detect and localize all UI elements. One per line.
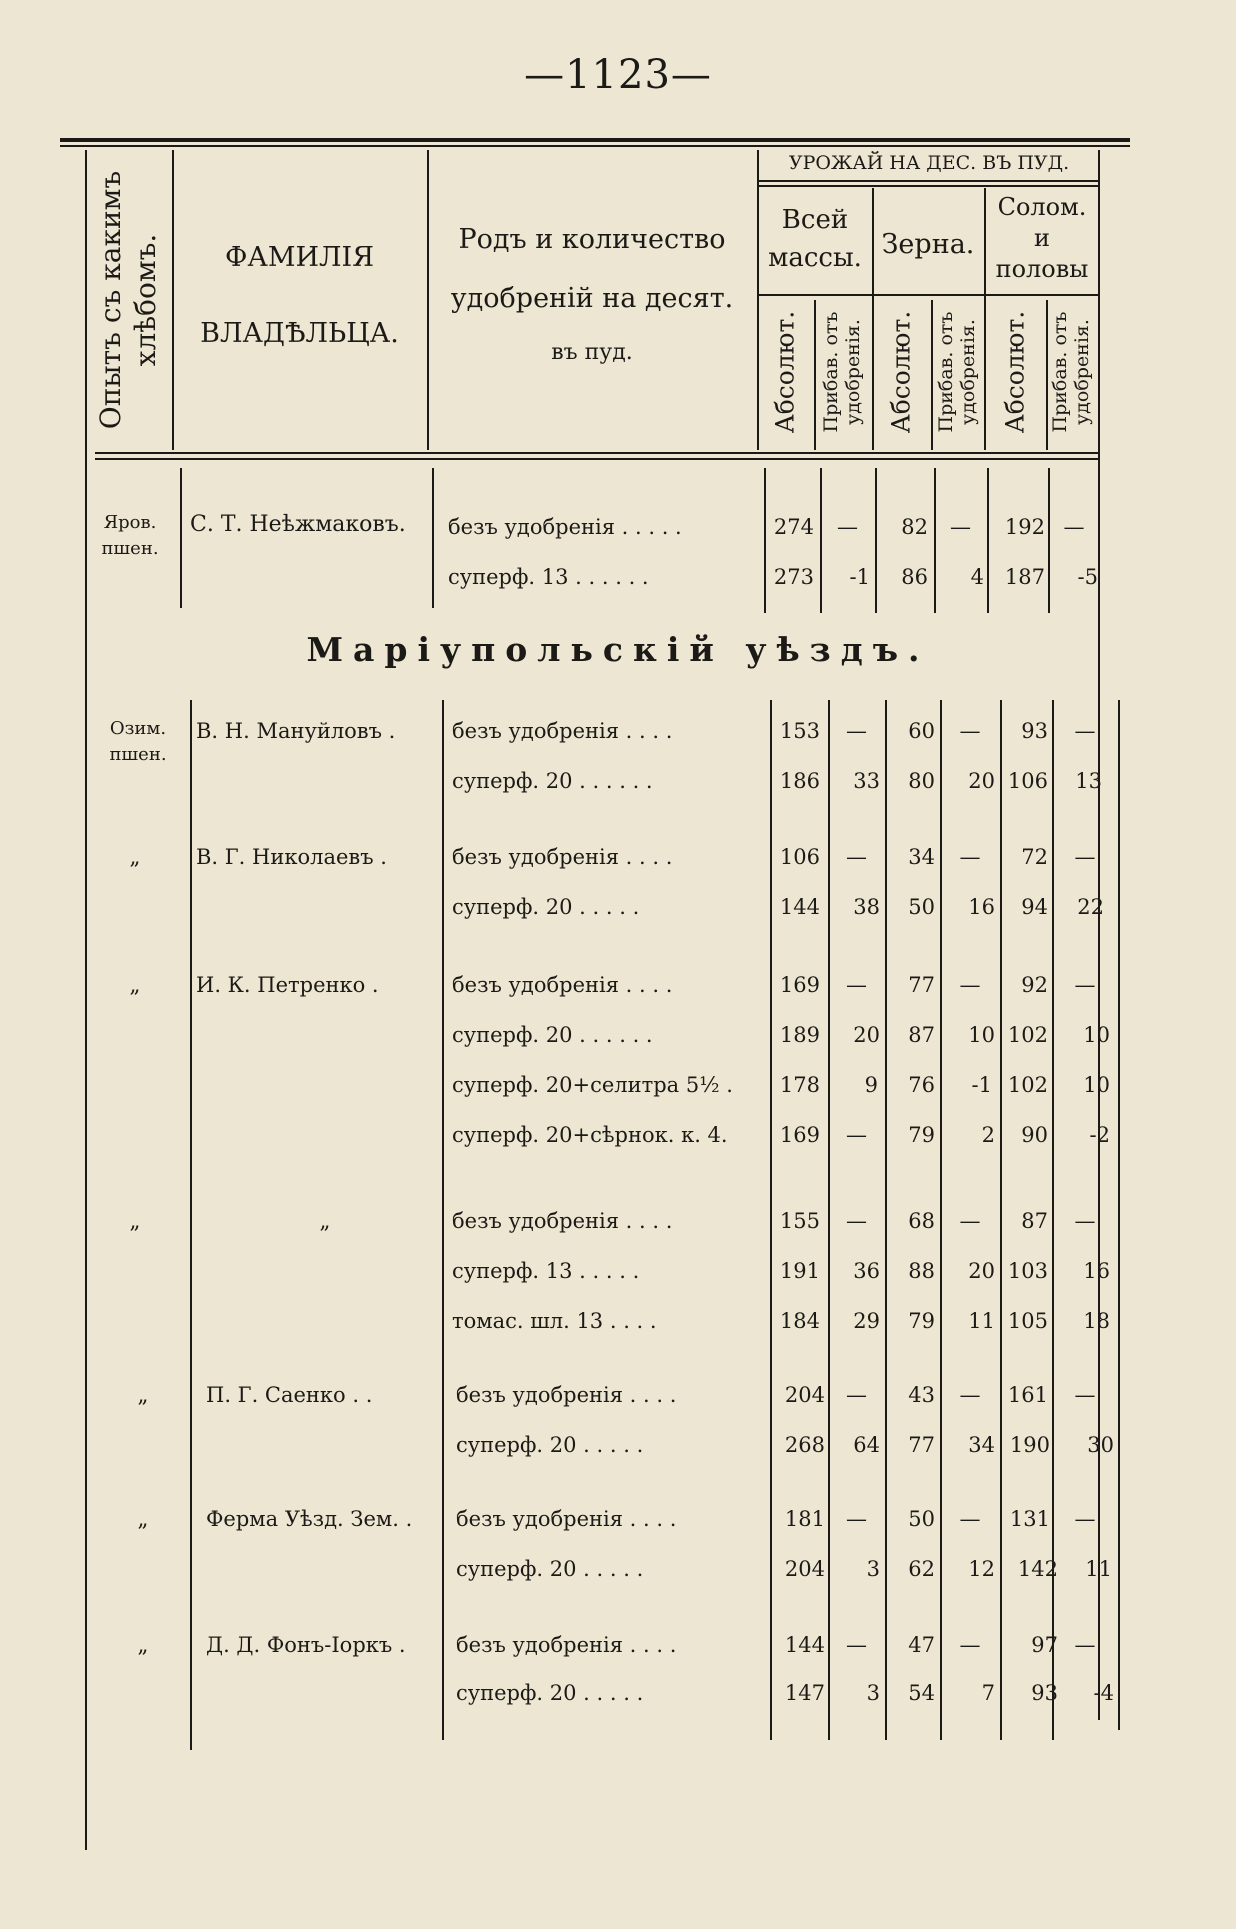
body2-vline-owner xyxy=(190,700,192,1750)
straw-increase-cell: — xyxy=(1074,1209,1096,1233)
straw-increase-cell: -4 xyxy=(1093,1681,1114,1705)
grain-absolute-cell: 43 xyxy=(908,1383,935,1407)
total-absolute-cell: 106 xyxy=(779,845,820,869)
total-absolute-cell: 274 xyxy=(773,515,814,539)
straw-increase-cell: — xyxy=(1074,719,1096,743)
straw-increase-cell: — xyxy=(1063,515,1085,539)
straw-absolute-cell: 105 xyxy=(1007,1309,1048,1333)
owner-cell: Ферма Уѣзд. Зем. . xyxy=(206,1507,413,1531)
crop-cell: „ xyxy=(129,1209,141,1233)
straw-increase-cell: — xyxy=(1074,1633,1096,1657)
grain-increase-cell: 16 xyxy=(968,895,995,919)
straw-absolute-cell: 90 xyxy=(1021,1123,1048,1147)
fertilizer-cell: томас. шл. 13 . . . . xyxy=(452,1309,657,1333)
grain-absolute-cell: 60 xyxy=(908,719,935,743)
crop-cell: Яров. пшен. xyxy=(101,512,159,559)
grain-increase-cell: — xyxy=(959,719,981,743)
grain-increase-cell: — xyxy=(950,515,971,539)
total-absolute-cell: 144 xyxy=(784,1633,825,1657)
straw-absolute-cell: 190 xyxy=(1009,1433,1050,1457)
grain-absolute-cell: 87 xyxy=(908,1023,935,1047)
grain-absolute-cell: 79 xyxy=(908,1309,935,1333)
fertilizer-cell: суперф. 20+селитра 5½ . xyxy=(452,1073,733,1097)
straw-increase-cell: — xyxy=(1074,1383,1096,1407)
crop-cell: „ xyxy=(137,1507,149,1531)
total-increase-cell: 9 xyxy=(864,1073,878,1097)
header-harvest-title: УРОЖАЙ НА ДЕС. ВЪ ПУД. xyxy=(788,152,1070,174)
header-vline-4 xyxy=(814,300,816,450)
fertilizer-cell: суперф. 20 . . . . . xyxy=(456,1557,644,1581)
page-number: —1123— xyxy=(524,52,712,98)
grain-absolute-cell: 80 xyxy=(908,769,935,793)
total-absolute-cell: 169 xyxy=(779,1123,820,1147)
straw-absolute-cell: 131 xyxy=(1009,1507,1050,1531)
harvest-title-rule-2 xyxy=(758,185,1100,187)
straw-absolute-cell: 72 xyxy=(1021,845,1048,869)
grain-increase-cell: 11 xyxy=(968,1309,995,1333)
grain-increase-cell: 7 xyxy=(981,1681,995,1705)
owner-cell: В. Н. Мануйловъ . xyxy=(196,719,396,743)
header-grain-absolute: Абсолют. xyxy=(886,310,916,434)
total-increase-cell: 36 xyxy=(853,1259,880,1283)
header-grain-increase: Прибав. отъ удобренія. xyxy=(935,311,979,433)
grain-increase-cell: 12 xyxy=(968,1557,995,1581)
fertilizer-cell: безъ удобренія . . . . xyxy=(456,1633,677,1657)
header-owner: ФАМИЛІЯ ВЛАДѢЛЬЦА. xyxy=(200,242,399,349)
fertilizer-cell: безъ удобренія . . . . xyxy=(456,1507,677,1531)
total-absolute-cell: 169 xyxy=(779,973,820,997)
total-increase-cell: — xyxy=(846,1633,867,1657)
straw-absolute-cell: 94 xyxy=(1021,895,1048,919)
total-absolute-cell: 186 xyxy=(779,769,820,793)
grain-increase-cell: — xyxy=(959,1209,981,1233)
district-title: Маріупольскій уѣздъ. xyxy=(306,630,930,669)
header-total-mass: Всей массы. xyxy=(768,205,862,273)
crop-cell: „ xyxy=(137,1383,149,1407)
header-vline-right xyxy=(1098,150,1100,1720)
straw-increase-cell: 10 xyxy=(1083,1023,1110,1047)
grain-increase-cell: 20 xyxy=(968,769,995,793)
straw-absolute-cell: 103 xyxy=(1007,1259,1048,1283)
total-absolute-cell: 191 xyxy=(779,1259,820,1283)
total-absolute-cell: 155 xyxy=(779,1209,820,1233)
grain-increase-cell: 34 xyxy=(968,1433,995,1457)
fertilizer-cell: суперф. 13 . . . . . xyxy=(452,1259,640,1283)
fertilizer-cell: суперф. 20 . . . . . . xyxy=(452,769,653,793)
total-absolute-cell: 153 xyxy=(779,719,820,743)
total-increase-cell: 20 xyxy=(853,1023,880,1047)
straw-increase-cell: — xyxy=(1074,973,1096,997)
total-increase-cell: 64 xyxy=(853,1433,880,1457)
owner-cell: С. Т. Неѣжмаковъ. xyxy=(190,512,406,537)
header-vline-left xyxy=(85,150,87,1850)
grain-increase-cell: — xyxy=(959,973,981,997)
fertilizer-cell: суперф. 20 . . . . . xyxy=(456,1681,644,1705)
total-increase-cell: -1 xyxy=(849,565,870,589)
grain-increase-cell: — xyxy=(959,845,981,869)
grain-absolute-cell: 47 xyxy=(908,1633,935,1657)
total-increase-cell: — xyxy=(846,845,867,869)
owner-cell: В. Г. Николаевъ . xyxy=(196,845,387,869)
grain-absolute-cell: 54 xyxy=(908,1681,935,1705)
body2-vline-fert xyxy=(442,700,444,1740)
total-absolute-cell: 268 xyxy=(784,1433,825,1457)
straw-increase-cell: -5 xyxy=(1077,565,1098,589)
grain-increase-cell: — xyxy=(959,1383,981,1407)
total-absolute-cell: 204 xyxy=(784,1383,825,1407)
straw-increase-cell: 30 xyxy=(1087,1433,1114,1457)
owner-cell: П. Г. Саенко . . xyxy=(206,1383,373,1407)
straw-absolute-cell: 102 xyxy=(1007,1073,1048,1097)
grain-increase-cell: 2 xyxy=(981,1123,995,1147)
straw-absolute-cell: 93 xyxy=(1031,1681,1058,1705)
total-increase-cell: — xyxy=(846,1123,867,1147)
grain-absolute-cell: 79 xyxy=(908,1123,935,1147)
grain-absolute-cell: 34 xyxy=(908,845,935,869)
grain-absolute-cell: 50 xyxy=(908,895,935,919)
header-straw-absolute: Абсолют. xyxy=(1000,310,1030,434)
header-vline-8 xyxy=(1046,300,1048,450)
fertilizer-cell: суперф. 20 . . . . . xyxy=(452,895,640,919)
straw-absolute-cell: 97 xyxy=(1031,1633,1058,1657)
straw-absolute-cell: 93 xyxy=(1021,719,1048,743)
total-increase-cell: 3 xyxy=(866,1557,880,1581)
total-absolute-cell: 181 xyxy=(784,1507,825,1531)
straw-increase-cell: — xyxy=(1074,845,1096,869)
straw-increase-cell: 22 xyxy=(1077,895,1104,919)
crop-cell: „ xyxy=(129,845,141,869)
grain-increase-cell: — xyxy=(959,1507,981,1531)
straw-increase-cell: 11 xyxy=(1085,1557,1112,1581)
header-total-absolute: Абсолют. xyxy=(770,310,800,434)
header-bottom-rule-2 xyxy=(95,458,1100,460)
grain-increase-cell: — xyxy=(959,1633,981,1657)
total-increase-cell: — xyxy=(837,515,858,539)
header-vline-6 xyxy=(931,300,933,450)
fertilizer-cell: суперф. 20+сѣрнок. к. 4. xyxy=(452,1123,728,1147)
straw-absolute-cell: 102 xyxy=(1007,1023,1048,1047)
grain-absolute-cell: 76 xyxy=(908,1073,935,1097)
total-increase-cell: — xyxy=(846,719,867,743)
fertilizer-cell: суперф. 13 . . . . . . xyxy=(448,565,649,589)
total-increase-cell: 3 xyxy=(866,1681,880,1705)
crop-cell: „ xyxy=(129,973,141,997)
straw-absolute-cell: 192 xyxy=(1004,515,1045,539)
straw-increase-cell: 13 xyxy=(1075,769,1102,793)
straw-increase-cell: 10 xyxy=(1083,1073,1110,1097)
fertilizer-cell: суперф. 20 . . . . . . xyxy=(452,1023,653,1047)
crop-cell: Озим. пшен. xyxy=(109,718,167,765)
owner-cell: „ xyxy=(319,1209,331,1233)
fertilizer-cell: безъ удобренія . . . . . xyxy=(448,515,682,539)
owner-cell: Д. Д. Фонъ-Іоркъ . xyxy=(206,1633,406,1657)
total-increase-cell: — xyxy=(846,973,867,997)
straw-increase-cell: — xyxy=(1074,1507,1096,1531)
straw-increase-cell: -2 xyxy=(1089,1123,1110,1147)
subgroup-rule xyxy=(758,294,1100,296)
top-rule xyxy=(60,138,1130,142)
straw-absolute-cell: 106 xyxy=(1007,769,1048,793)
grain-absolute-cell: 77 xyxy=(908,973,935,997)
fertilizer-cell: безъ удобренія . . . . xyxy=(452,973,673,997)
total-absolute-cell: 144 xyxy=(779,895,820,919)
grain-increase-cell: -1 xyxy=(971,1073,992,1097)
straw-absolute-cell: 142 xyxy=(1017,1557,1058,1581)
grain-absolute-cell: 82 xyxy=(901,515,928,539)
header-vline-3 xyxy=(757,150,759,450)
header-experiment: Опытъ съ какимъ хлѣбомъ. xyxy=(94,170,162,430)
total-absolute-cell: 273 xyxy=(773,565,814,589)
straw-increase-cell: 16 xyxy=(1083,1259,1110,1283)
fertilizer-cell: суперф. 20 . . . . . xyxy=(456,1433,644,1457)
header-straw: Солом. и половы xyxy=(995,193,1089,284)
harvest-title-rule xyxy=(758,180,1100,182)
grain-absolute-cell: 68 xyxy=(908,1209,935,1233)
header-bottom-rule xyxy=(95,452,1100,454)
grain-increase-cell: 10 xyxy=(968,1023,995,1047)
total-absolute-cell: 204 xyxy=(784,1557,825,1581)
header-fertilizer: Родъ и количество удобреній на десят. въ пуд. xyxy=(450,224,734,365)
total-increase-cell: — xyxy=(846,1209,867,1233)
grain-increase-cell: 4 xyxy=(970,565,984,589)
total-increase-cell: 29 xyxy=(853,1309,880,1333)
header-total-increase: Прибав. отъ удобренія. xyxy=(820,311,864,433)
grain-absolute-cell: 86 xyxy=(901,565,928,589)
straw-absolute-cell: 161 xyxy=(1007,1383,1048,1407)
grain-absolute-cell: 50 xyxy=(908,1507,935,1531)
grain-increase-cell: 20 xyxy=(968,1259,995,1283)
body1-vline-fert xyxy=(432,468,434,608)
body2-vline-right xyxy=(1118,700,1120,1730)
straw-absolute-cell: 92 xyxy=(1021,973,1048,997)
straw-absolute-cell: 187 xyxy=(1004,565,1045,589)
owner-cell: И. К. Петренко . xyxy=(196,973,379,997)
header-grain: Зерна. xyxy=(881,229,975,260)
fertilizer-cell: безъ удобренія . . . . xyxy=(456,1383,677,1407)
total-increase-cell: — xyxy=(846,1383,867,1407)
fertilizer-cell: безъ удобренія . . . . xyxy=(452,1209,673,1233)
header-straw-increase: Прибав. отъ удобренія. xyxy=(1049,311,1093,433)
total-increase-cell: 33 xyxy=(853,769,880,793)
total-absolute-cell: 147 xyxy=(784,1681,825,1705)
grain-absolute-cell: 77 xyxy=(908,1433,935,1457)
body1-vline-owner xyxy=(180,468,182,608)
total-absolute-cell: 178 xyxy=(779,1073,820,1097)
fertilizer-cell: безъ удобренія . . . . xyxy=(452,719,673,743)
straw-absolute-cell: 87 xyxy=(1021,1209,1048,1233)
total-increase-cell: — xyxy=(846,1507,867,1531)
grain-absolute-cell: 62 xyxy=(908,1557,935,1581)
grain-absolute-cell: 88 xyxy=(908,1259,935,1283)
straw-increase-cell: 18 xyxy=(1083,1309,1110,1333)
top-rule-thin xyxy=(60,145,1130,147)
crop-cell: „ xyxy=(137,1633,149,1657)
total-increase-cell: 38 xyxy=(853,895,880,919)
total-absolute-cell: 184 xyxy=(779,1309,820,1333)
total-absolute-cell: 189 xyxy=(779,1023,820,1047)
fertilizer-cell: безъ удобренія . . . . xyxy=(452,845,673,869)
